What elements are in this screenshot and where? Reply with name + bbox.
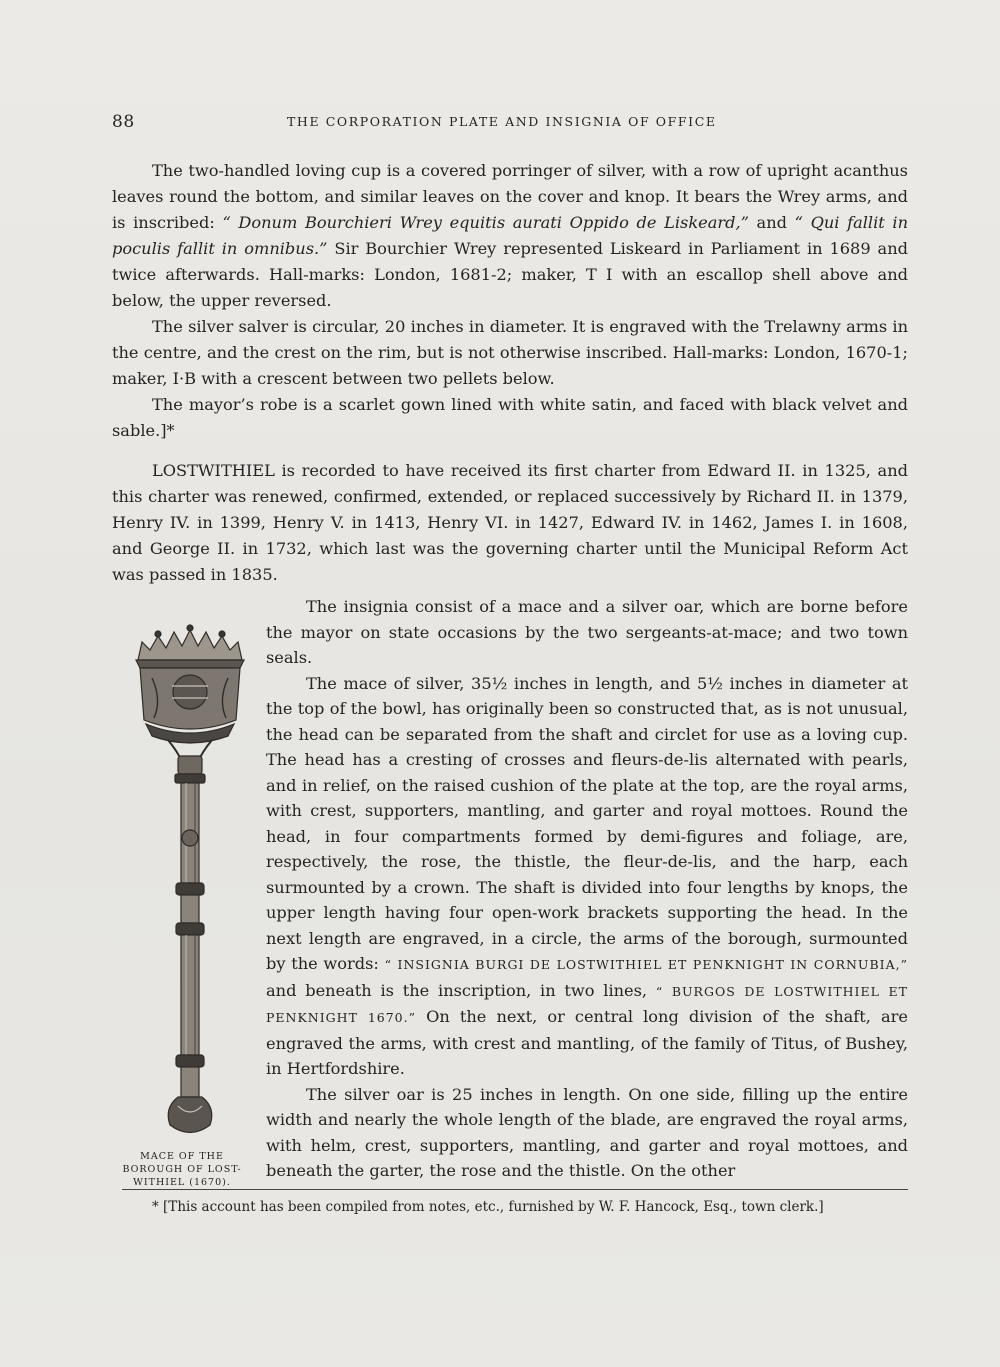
upper-text xyxy=(112,158,908,588)
page-header xyxy=(112,112,908,138)
paragraph-lostwithiel: LOSTWITHIEL is recorded to have received its first charter from Edward II. in 1325, and this charter was renewed, confirmed, extended, or replaced successively by Richard II. in 1379, Henry IV. in 1399, Henry V. in 1413, Henry VI. in 1427, Edward IV. in 1462, James I. in 1608, and George II. in 1732, which last was the governing charter until the Municipal Reform Act was passed in 1835. xyxy=(112,461,908,584)
page-number: 88 xyxy=(112,112,135,132)
mace-inscription: “ BURGOS DE LOSTWITHIEL ET PENKNIGHT 1670.” xyxy=(266,983,908,1025)
mace-words: “ INSIGNIA BURGI DE LOSTWITHIEL ET PENKNIGHT IN CORNUBIA,” xyxy=(384,957,908,972)
mace-engraving-icon xyxy=(112,620,262,1145)
figure-caption: MACE OF THE BOROUGH OF LOST- WITHIEL (1670). xyxy=(122,1151,242,1188)
paragraph-salver: The silver salver is circular, 20 inches in diameter. It is engraved with the Trelawny arms in the centre, and the crest on the rim, but is not otherwise inscribed. Hall-marks: London, 1670-1; maker, I·B with a crescent between two pellets below. xyxy=(112,317,908,388)
running-title: THE CORPORATION PLATE AND INSIGNIA OF OFFICE xyxy=(287,114,717,129)
paragraph-mace: The mace of silver, 35½ inches in length, and 5½ inches in diameter at the top of the bowl, has originally been so constructed that, as is not unusual, the head can be separated from the shaft and circlet for use as a loving cup. The head has a cresting of crosses and fleurs-de-lis alternated with pearls, and in relief, on the raised cushion of the plate at the top, are the royal arms, with crest, supporters, mantling, and garter and royal mottoes. Round the head, in four compartments formed by demi-figures and foliage, are, respectively, the rose, the thistle, the fleur-de-lis, and the harp, each surmounted by a crown. The shaft is divided into four lengths by knops, the upper length having four open-work brackets supporting the head. In the next length are engraved, in a circle, the arms of the borough, surmounted by the words: “ INSIGNIA BURGI DE LOSTWITHIEL ET PENKNIGHT IN CORNUBIA,” and beneath is the inscription, in two lines, “ BURGOS DE LOSTWITHIEL ET PENKNIGHT 1670.” On the next, or central long division of the shaft, are engraved the arms, with crest and mantling, of the family of Titus, of Bushey, in Hertfordshire. xyxy=(266,673,908,1078)
inscription-donum: “ Donum Bourchieri Wrey equitis aurati Oppido de Liskeard,” xyxy=(222,213,749,232)
mace-illustration xyxy=(112,620,266,1206)
inscription-qui-fallit: “ Qui fallit in poculis fallit in omnibus.” xyxy=(112,213,909,258)
footnote: * [This account has been compiled from notes, etc., furnished by W. F. Hancock, Esq., town clerk.] xyxy=(152,1199,824,1215)
footnote-rule xyxy=(122,1189,908,1190)
paragraph-oar: The silver oar is 25 inches in length. On one side, filling up the entire width and nearly the whole length of the blade, are engraved the royal arms, with helm, crest, supporters, mantling, and garter and royal mottoes, and beneath the garter, the rose and the thistle. On the other xyxy=(266,1084,908,1180)
mace-section xyxy=(112,594,908,1206)
paragraph-robe: The mayor’s robe is a scarlet gown lined with white satin, and faced with black velvet and sable.]* xyxy=(112,395,908,440)
paragraph-insignia: The insignia consist of a mace and a silver oar, which are borne before the mayor on state occasions by the two sergeants-at-mace; and two town seals. xyxy=(266,597,908,667)
paragraph-loving-cup: The two-handled loving cup is a covered porringer of silver, with a row of upright acanthus leaves round the bottom, and similar leaves on the cover and knop. It bears the Wrey arms, and is inscribed: “ Donum Bourchieri Wrey equitis aurati Oppido de Liskeard,” and “ Qui fallit in poculis fallit in omnibus.” Sir Bourchier Wrey represented Liskeard in Parliament in 1689 and twice afterwards. Hall-marks: London, 1681-2; maker, T I with an escallop shell above and below, the upper reversed. xyxy=(112,161,909,310)
